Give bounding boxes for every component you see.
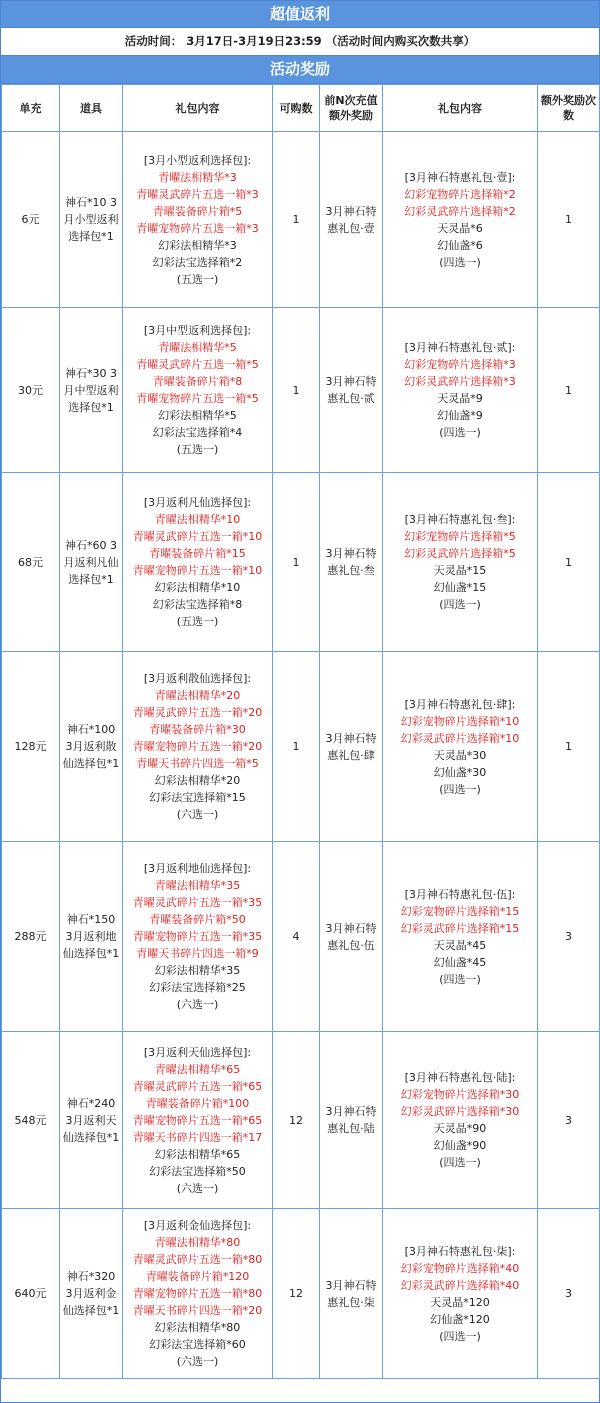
gift-line: 青曜灵武碎片五选一箱*80 <box>132 1253 263 1266</box>
table-body <box>2 132 600 1379</box>
gift-line: 青曜法相精华*80 <box>154 1236 241 1249</box>
gift-title: [3月返利地仙选择包]: <box>143 862 252 875</box>
item-cell: 神石*100 3月返利散仙选择包*1 <box>60 652 123 842</box>
bonus-gift-line: 幻仙盏*90 <box>433 1139 487 1152</box>
charge-cell: 6元 <box>2 132 60 308</box>
table-header-row <box>2 85 600 132</box>
table-row <box>2 132 600 308</box>
table-row <box>2 842 600 1032</box>
bonus-cell: 3月神石特惠礼包·肆 <box>320 652 383 842</box>
gift-line: 青曜宠物碎片五选一箱*65 <box>132 1113 263 1127</box>
bonus-cell: 3月神石特惠礼包·叁 <box>320 473 383 652</box>
gift-line: 青曜宠物碎片五选一箱*5 <box>136 392 259 405</box>
charge-cell: 30元 <box>2 308 60 473</box>
event-title-banner: 超值返利 <box>1 1 599 28</box>
gift-title: [3月返利散仙选择包]: <box>143 672 252 685</box>
extra-cell: 1 <box>538 652 600 842</box>
table-row <box>2 1032 600 1209</box>
gift-line: 青曜装备碎片箱*50 <box>149 913 246 926</box>
gift-line: 幻彩法宝选择箱*60 <box>149 1338 246 1351</box>
section-title-banner: 活动奖励 <box>1 56 599 84</box>
bonus-gift-choice: (四选一) <box>439 782 481 796</box>
item-cell: 神石*150 3月返利地仙选择包*1 <box>60 842 123 1032</box>
bonus-gift-title: [3月神石特惠礼包·叁]: <box>404 513 516 526</box>
gift-title: [3月返利天仙选择包]: <box>143 1045 252 1059</box>
gift-line: 幻彩法相精华*5 <box>158 409 237 422</box>
gift-title: [3月中型返利选择包]: <box>143 324 252 337</box>
bonus-gift-line: 幻彩宠物碎片选择箱*3 <box>404 358 516 371</box>
bonus-gift-title: [3月神石特惠礼包·壹]: <box>404 170 516 184</box>
header-bonus: 前N次充值额外奖励 <box>320 85 383 132</box>
gift-line: 青曜宠物碎片五选一箱*80 <box>132 1287 263 1300</box>
event-time-label: 活动时间： <box>124 34 183 48</box>
extra-cell: 1 <box>538 308 600 473</box>
bonus-gift-title: [3月神石特惠礼包·柒]: <box>404 1244 516 1258</box>
bonus-gift-cell <box>383 132 538 308</box>
bonus-gift-line: 幻彩灵武碎片选择箱*15 <box>400 921 520 935</box>
extra-cell: 1 <box>538 473 600 652</box>
gift-line: 青曜灵武碎片五选一箱*5 <box>136 358 259 371</box>
gift-line: 青曜法相精华*65 <box>154 1062 241 1076</box>
charge-cell: 288元 <box>2 842 60 1032</box>
item-cell: 神石*240 3月返利天仙选择包*1 <box>60 1032 123 1209</box>
header-buyable: 可购数 <box>273 85 320 132</box>
gift-line: 青曜法相精华*3 <box>158 170 237 184</box>
gift-line: 幻彩法相精华*10 <box>154 581 241 594</box>
header-extra: 额外奖励次数 <box>538 85 600 132</box>
event-time-bar <box>1 28 599 56</box>
gift-line: 幻彩法宝选择箱*25 <box>149 981 246 994</box>
buyable-cell: 4 <box>273 842 320 1032</box>
bonus-gift-choice: (四选一) <box>439 598 481 611</box>
gift-line: 幻彩法相精华*80 <box>154 1321 241 1334</box>
bonus-gift-cell <box>383 308 538 473</box>
gift-title: [3月小型返利选择包]: <box>143 153 252 167</box>
gift-line: 青曜装备碎片箱*100 <box>145 1096 250 1110</box>
bonus-cell: 3月神石特惠礼包·壹 <box>320 132 383 308</box>
bonus-gift-cell <box>383 1209 538 1379</box>
gift-line: 幻彩法宝选择箱*2 <box>152 255 243 269</box>
table-row <box>2 473 600 652</box>
bonus-gift-choice: (四选一) <box>439 426 481 439</box>
bonus-gift-line: 幻仙盏*15 <box>433 581 487 594</box>
bonus-gift-line: 天灵晶*6 <box>437 221 483 235</box>
gift-line: 青曜天书碎片四选一箱*9 <box>136 947 259 960</box>
bonus-gift-line: 幻彩宠物碎片选择箱*15 <box>400 904 520 918</box>
buyable-cell: 12 <box>273 1032 320 1209</box>
gift-line: 青曜天书碎片四选一箱*20 <box>132 1304 263 1317</box>
gift-line: 青曜法相精华*10 <box>154 513 241 526</box>
bonus-gift-line: 幻彩灵武碎片选择箱*3 <box>404 375 516 388</box>
charge-cell: 640元 <box>2 1209 60 1379</box>
gift-choice: (六选一) <box>176 1355 219 1368</box>
extra-cell: 1 <box>538 132 600 308</box>
gift-cell <box>123 1209 273 1379</box>
extra-cell: 3 <box>538 1209 600 1379</box>
bonus-gift-line: 幻仙盏*45 <box>433 955 487 969</box>
gift-choice: (六选一) <box>176 1181 219 1195</box>
bonus-gift-cell <box>383 473 538 652</box>
bonus-gift-line: 幻仙盏*120 <box>430 1312 490 1326</box>
gift-line: 幻彩法相精华*3 <box>158 238 237 252</box>
bonus-cell: 3月神石特惠礼包·伍 <box>320 842 383 1032</box>
gift-line: 青曜天书碎片四选一箱*5 <box>136 757 259 770</box>
bonus-gift-line: 幻仙盏*6 <box>437 238 483 252</box>
table-row <box>2 652 600 842</box>
bonus-gift-line: 幻彩灵武碎片选择箱*2 <box>404 204 516 218</box>
gift-line: 青曜宠物碎片五选一箱*35 <box>132 930 263 943</box>
gift-line: 青曜宠物碎片五选一箱*20 <box>132 740 263 753</box>
gift-line: 青曜天书碎片四选一箱*17 <box>132 1130 263 1144</box>
table-row <box>2 308 600 473</box>
bonus-gift-line: 幻彩灵武碎片选择箱*10 <box>400 731 520 745</box>
gift-line: 青曜灵武碎片五选一箱*35 <box>132 896 263 909</box>
bonus-gift-title: [3月神石特惠礼包·陆]: <box>404 1071 516 1084</box>
bonus-gift-choice: (四选一) <box>439 1329 481 1343</box>
bonus-gift-line: 天灵晶*15 <box>433 564 487 577</box>
bonus-gift-line: 天灵晶*120 <box>430 1295 490 1309</box>
header-item: 道具 <box>60 85 123 132</box>
event-time-range: 3月17日-3月19日23:59 <box>186 34 322 48</box>
gift-line: 青曜法相精华*5 <box>158 341 237 354</box>
bonus-gift-cell <box>383 842 538 1032</box>
item-cell: 神石*320 3月返利金仙选择包*1 <box>60 1209 123 1379</box>
extra-cell: 3 <box>538 1032 600 1209</box>
event-time-note: （活动时间内购买次数共享） <box>325 34 476 48</box>
bonus-gift-line: 天灵晶*45 <box>433 938 487 952</box>
bonus-gift-title: [3月神石特惠礼包·伍]: <box>404 887 516 901</box>
gift-cell <box>123 308 273 473</box>
bonus-gift-line: 幻彩宠物碎片选择箱*2 <box>404 187 516 201</box>
bonus-gift-title: [3月神石特惠礼包·贰]: <box>404 341 516 354</box>
extra-cell: 3 <box>538 842 600 1032</box>
bonus-gift-line: 幻彩宠物碎片选择箱*5 <box>404 530 516 543</box>
gift-title: [3月返利凡仙选择包]: <box>143 496 252 509</box>
bonus-gift-title: [3月神石特惠礼包·肆]: <box>404 697 516 711</box>
gift-line: 青曜灵武碎片五选一箱*3 <box>136 187 259 201</box>
gift-choice: (六选一) <box>176 998 219 1011</box>
gift-cell <box>123 842 273 1032</box>
gift-line: 幻彩法宝选择箱*50 <box>149 1164 246 1178</box>
charge-cell: 128元 <box>2 652 60 842</box>
gift-line: 幻彩法相精华*20 <box>154 774 241 787</box>
table-row <box>2 1209 600 1379</box>
gift-line: 幻彩法相精华*35 <box>154 964 241 977</box>
gift-choice: (五选一) <box>176 443 219 456</box>
gift-line: 青曜装备碎片箱*30 <box>149 723 246 736</box>
bonus-gift-line: 天灵晶*90 <box>433 1122 487 1135</box>
charge-cell: 68元 <box>2 473 60 652</box>
item-cell: 神石*10 3月小型返利选择包*1 <box>60 132 123 308</box>
gift-cell <box>123 473 273 652</box>
header-charge: 单充 <box>2 85 60 132</box>
bonus-gift-line: 天灵晶*30 <box>433 748 487 762</box>
gift-line: 青曜装备碎片箱*5 <box>152 204 243 218</box>
header-gift: 礼包内容 <box>123 85 273 132</box>
gift-line: 青曜宠物碎片五选一箱*10 <box>132 564 263 577</box>
gift-line: 青曜法相精华*20 <box>154 689 241 702</box>
bonus-gift-choice: (四选一) <box>439 972 481 986</box>
gift-choice: (六选一) <box>176 808 219 821</box>
bonus-gift-cell <box>383 652 538 842</box>
buyable-cell: 12 <box>273 1209 320 1379</box>
gift-line: 幻彩法宝选择箱*15 <box>149 791 246 804</box>
gift-line: 幻彩法宝选择箱*8 <box>152 598 243 611</box>
gift-line: 青曜宠物碎片五选一箱*3 <box>136 221 259 235</box>
gift-cell <box>123 652 273 842</box>
header-bonus-gift: 礼包内容 <box>383 85 538 132</box>
gift-line: 幻彩法宝选择箱*4 <box>152 426 243 439</box>
gift-line: 幻彩法相精华*65 <box>154 1147 241 1161</box>
gift-cell <box>123 132 273 308</box>
item-cell: 神石*30 3月中型返利选择包*1 <box>60 308 123 473</box>
rewards-table <box>1 84 600 1379</box>
charge-cell: 548元 <box>2 1032 60 1209</box>
bonus-gift-choice: (四选一) <box>439 1156 481 1169</box>
bonus-gift-line: 幻仙盏*9 <box>437 409 483 422</box>
bonus-gift-line: 幻彩灵武碎片选择箱*40 <box>400 1278 520 1292</box>
bonus-gift-line: 幻彩灵武碎片选择箱*30 <box>400 1105 520 1118</box>
bonus-gift-line: 幻仙盏*30 <box>433 765 487 779</box>
bonus-gift-choice: (四选一) <box>439 255 481 269</box>
buyable-cell: 1 <box>273 132 320 308</box>
bonus-cell: 3月神石特惠礼包·陆 <box>320 1032 383 1209</box>
bonus-gift-cell <box>383 1032 538 1209</box>
gift-line: 青曜灵武碎片五选一箱*65 <box>132 1079 263 1093</box>
bonus-gift-line: 幻彩宠物碎片选择箱*10 <box>400 714 520 728</box>
gift-title: [3月返利金仙选择包]: <box>143 1219 252 1232</box>
bonus-gift-line: 幻彩宠物碎片选择箱*30 <box>400 1088 520 1101</box>
gift-line: 青曜装备碎片箱*15 <box>149 547 246 560</box>
gift-cell <box>123 1032 273 1209</box>
buyable-cell: 1 <box>273 308 320 473</box>
bonus-gift-line: 幻彩宠物碎片选择箱*40 <box>400 1261 520 1275</box>
gift-line: 青曜装备碎片箱*8 <box>152 375 243 388</box>
buyable-cell: 1 <box>273 473 320 652</box>
gift-line: 青曜装备碎片箱*120 <box>145 1270 250 1283</box>
bonus-gift-line: 幻彩灵武碎片选择箱*5 <box>404 547 516 560</box>
bonus-cell: 3月神石特惠礼包·贰 <box>320 308 383 473</box>
gift-line: 青曜法相精华*35 <box>154 879 241 892</box>
gift-line: 青曜灵武碎片五选一箱*20 <box>132 706 263 719</box>
buyable-cell: 1 <box>273 652 320 842</box>
gift-choice: (五选一) <box>176 615 219 628</box>
bonus-cell: 3月神石特惠礼包·柒 <box>320 1209 383 1379</box>
item-cell: 神石*60 3月返利凡仙选择包*1 <box>60 473 123 652</box>
gift-choice: (五选一) <box>176 272 219 286</box>
gift-line: 青曜灵武碎片五选一箱*10 <box>132 530 263 543</box>
bonus-gift-line: 天灵晶*9 <box>437 392 483 405</box>
